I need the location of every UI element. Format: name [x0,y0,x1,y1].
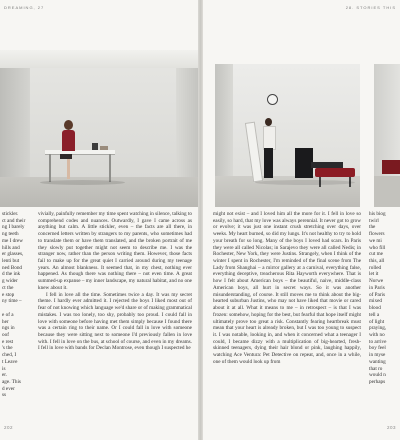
text-line: ss [2,392,7,399]
text-line: er glasses, [2,251,24,258]
text-line: to arrive [369,338,387,345]
text-line: e of a [2,311,14,318]
text-line [2,305,32,312]
right-page-number: 203 [386,425,396,430]
text-line: of Paris [369,291,385,298]
text-line: let it [369,271,379,278]
text-line: ched, I [2,352,17,359]
text-line: boy feel [369,345,386,352]
right-photo-edge [374,64,400,207]
text-line: oof [2,331,9,338]
text-line: 's the [2,345,13,352]
text-line: tell a [369,311,380,318]
left-page-number: 202 [4,425,14,430]
text-line: e stop [2,291,15,298]
text-line: of light [369,318,385,325]
text-line: e rest [2,338,14,345]
left-column-1 [2,211,32,417]
text-line: Norwe [369,278,384,285]
text-line: in myse [369,352,386,359]
text-line: we mi [369,237,382,244]
text-line: ng teeth [2,231,19,238]
text-line: praying, [369,325,387,332]
text-line: ct and their [2,217,26,224]
right-column-1 [213,211,361,417]
text-line: would n [369,372,386,379]
text-line: er. [2,372,8,379]
paragraph: vivially, painfully remember my time spent watching in silence, talking to comprehend codes and nuances. Outwardly, I gave I came across as anything but calm. A little stickler, even – the facts are all there, in concerned letters written by strangers to my parents, who sometimes had to translate them or have them translated, and the broken portrait of me they slowly put together might not seem to describe me. I was the stranger now, rather than the person writing them. However, those facts fail to make up for the great quiet I carried around during my teenage years. An almost blankness. It seemed that, in my chest, nothing ever happened. As though there was nothing there – not even time. A great summed-up expanse – my inner landscape, my natural habitat, and no one knew about it. [38,211,192,291]
text-line: ned Bond [2,264,23,271]
text-line: the [369,224,376,231]
text-line: t Leave [2,358,18,365]
text-line: rolled [369,264,382,271]
text-line: stickler. [2,211,19,217]
text-line: cut me [369,251,383,258]
right-photo [215,64,360,207]
text-line: mixed [369,298,382,305]
text-line: d ever [2,385,15,392]
text-line: g wider [2,278,18,285]
text-line: lenti but [2,258,20,265]
text-line: flowers [369,231,385,238]
paragraph: I fell in love all the time. Sometimes twice a day. It was my secret theme. I hardly ever admitted it. I rejected the boys I liked most out of fear of not knowing which language we'd share or of making grammatical mistakes. I was too lonely, too shy, probably too proud. I could fall in love with someone before having met them simply because I found there was a certain ring to their name. Or I could fall in love with someone because they were sitting next to someone I'd previously fallen in love with. I fell in love on the bus, at school of course, and even in my dreams. I fell in love with bands for Declan Montrose, even though I suspected he [38,291,192,352]
right-running-head: 28. STORIES THIS [345,5,396,10]
text-line: this, all [369,258,385,265]
text-line: twirl [369,217,379,224]
text-line: age. This [2,378,21,385]
text-line: me I drew [2,237,24,244]
right-column-2 [369,211,400,417]
text-line: ngs in [2,325,15,332]
text-line: perhaps [369,378,386,385]
text-line: ct the [2,284,14,291]
left-column-2 [38,211,192,417]
text-line: in Paris [369,284,385,291]
text-line: hills and [2,244,20,251]
text-line: who fill [369,244,386,251]
text-line: is [2,365,6,372]
text-line: her [2,318,9,325]
text-line: d the ink [2,271,21,278]
left-running-head: DREAMING, 27 [4,5,45,10]
left-page [0,0,198,440]
text-line: wanting [369,358,386,365]
right-page [203,0,400,440]
text-line: ny time – [2,298,22,305]
text-line: with no [369,331,385,338]
text-line: that ro [369,365,383,372]
text-line: blood [369,305,381,312]
left-photo [0,50,198,207]
paragraph: might not exist – and I loved him all the more for it. I fell in love so easily, so hard, that my love was always perennial. It never got to grow or evolve; it was just one instant crush stretching over days, over weeks. My heart burned, so did my lungs. It's not healthy to try to hold your breath for so long. Many of the boys I loved had scars. In Paris they were all called Nicolas; in Sarajevo they were all called Nedis; in Rochester, New York, they were Justins. Strangely, when I think of the winter I spent in Rochester, I'm reminded of the final scene from The Lady from Shanghai – a mirror gallery at a carnival, everything false, everything deceptive, treacherous Rita Hayworth everywhere. That is how I felt about American boys – the beautiful, naive, middle-class American boys, all hurt in secret ways. So it was another misunderstanding, of course. It still moves me to think about the big-hearted suburban Justins, who may not have liked that movie or cared about it at all. What it means to me – in retrospect – is that I was frozen: somehow, hoping for the best, but fearful that hope itself might ultimately prove too great a risk. Constantly fearing heartbreak must mean that your heart is already broken, but I was too young to suspect it. I was notable, looking in, and when it concerned what a teenager I could, I became dizzy with a multiplication of big-hearted, fresh-skinned teenagers, dying their hair blond or pink, laughing happily, watching Ace Ventura: Pet Detective on repeat, and, once in a while, one of them would look up from [213,211,361,365]
text-line: ng I barely [2,224,25,231]
text-line: his biog [369,211,386,217]
